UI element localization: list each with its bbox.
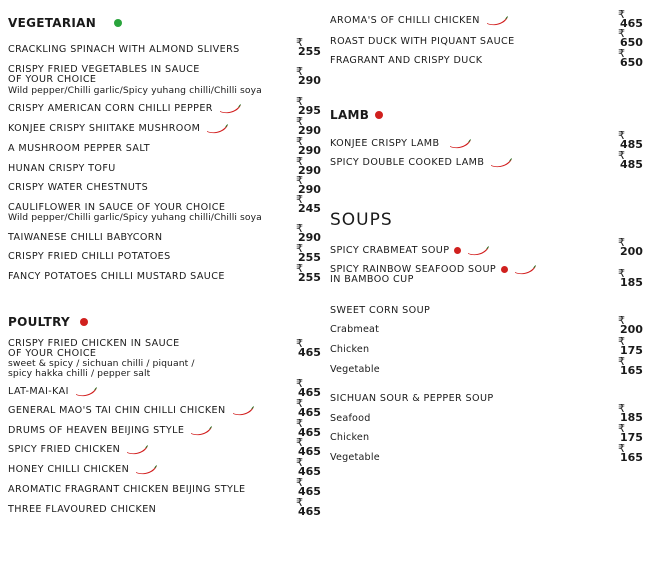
price: ₹ 165: [618, 355, 643, 377]
price: ₹ 290: [296, 174, 321, 196]
chilli-icon: [514, 265, 536, 275]
soups-heading: SOUPS: [330, 210, 393, 230]
menu-item-line2: OF YOUR CHOICE: [8, 348, 97, 359]
price: ₹ 185: [618, 267, 643, 289]
price: ₹ 485: [618, 129, 643, 151]
price: ₹ 650: [618, 27, 643, 49]
nonveg-dot-icon: [501, 266, 508, 273]
menu-item: SPICY DOUBLE COOKED LAMB: [330, 157, 512, 168]
price: ₹ 290: [296, 135, 321, 157]
nonveg-dot-icon: [375, 111, 383, 119]
menu-item-options: sweet & spicy / sichuan chilli / piquant /: [8, 358, 195, 369]
poultry-heading: POULTRY: [8, 315, 88, 329]
price: ₹ 255: [296, 262, 321, 284]
menu-item: CRISPY FRIED CHICKEN IN SAUCE: [8, 338, 180, 349]
price: ₹ 465: [296, 496, 321, 518]
chilli-icon: [75, 387, 97, 397]
price: ₹ 175: [618, 422, 643, 444]
chilli-icon: [219, 104, 241, 114]
menu-item: CRISPY FRIED VEGETABLES IN SAUCE: [8, 64, 200, 75]
menu-item: THREE FLAVOURED CHICKEN: [8, 504, 157, 515]
price: ₹ 650: [618, 47, 643, 69]
price: ₹ 175: [618, 335, 643, 357]
chilli-icon: [486, 16, 508, 26]
menu-item: A MUSHROOM PEPPER SALT: [8, 143, 151, 154]
menu-item: DRUMS OF HEAVEN BEIJING STYLE: [8, 425, 212, 436]
menu-item: CAULIFLOWER IN SAUCE OF YOUR CHOICE: [8, 202, 226, 213]
price: ₹ 465: [296, 377, 321, 399]
menu-item: CRISPY AMERICAN CORN CHILLI PEPPER: [8, 103, 241, 114]
soup-option: Vegetable: [330, 364, 380, 375]
menu-item: GENERAL MAO'S TAI CHIN CHILLI CHICKEN: [8, 405, 254, 416]
price: ₹ 465: [296, 337, 321, 359]
price: ₹ 255: [296, 242, 321, 264]
chilli-icon: [135, 465, 157, 475]
menu-item: CRISPY FRIED CHILLI POTATOES: [8, 251, 171, 262]
price: ₹ 290: [296, 222, 321, 244]
chilli-icon: [206, 124, 228, 134]
price: ₹ 290: [296, 115, 321, 137]
menu-item: AROMATIC FRAGRANT CHICKEN BEIJING STYLE: [8, 484, 246, 495]
menu-item: SICHUAN SOUR & PEPPER SOUP: [330, 393, 494, 404]
price: ₹ 465: [296, 417, 321, 439]
menu-item-line2: IN BAMBOO CUP: [330, 274, 414, 285]
chilli-icon: [232, 406, 254, 416]
price: ₹ 295: [296, 95, 321, 117]
chilli-icon: [449, 139, 471, 149]
price: ₹ 290: [296, 65, 321, 87]
nonveg-dot-icon: [80, 318, 88, 326]
menu-item: KONJEE CRISPY LAMB: [330, 138, 471, 149]
price: ₹ 165: [618, 442, 643, 464]
menu-item: HONEY CHILLI CHICKEN: [8, 464, 157, 475]
price: ₹ 465: [296, 436, 321, 458]
price: ₹ 200: [618, 236, 643, 258]
price: ₹ 200: [618, 314, 643, 336]
price: ₹ 465: [296, 397, 321, 419]
soup-option: Crabmeat: [330, 324, 380, 335]
price: ₹ 485: [618, 149, 643, 171]
menu-item: ROAST DUCK WITH PIQUANT SAUCE: [330, 36, 515, 47]
menu-item: SPICY FRIED CHICKEN: [8, 444, 148, 455]
chilli-icon: [467, 246, 489, 256]
soup-option: Chicken: [330, 344, 370, 355]
menu-item: FRAGRANT AND CRISPY DUCK: [330, 55, 483, 66]
veg-dot-icon: [114, 19, 122, 27]
menu-item: SPICY CRABMEAT SOUP: [330, 245, 489, 256]
price: ₹ 255: [296, 36, 321, 58]
soup-option: Vegetable: [330, 452, 380, 463]
soup-option: Seafood: [330, 413, 371, 424]
menu-item: SWEET CORN SOUP: [330, 305, 431, 316]
price: ₹ 185: [618, 402, 643, 424]
price: ₹ 245: [296, 193, 321, 215]
menu-item: CRISPY WATER CHESTNUTS: [8, 182, 149, 193]
vegetarian-heading: VEGETARIAN: [8, 16, 122, 30]
menu-item-options: Wild pepper/Chilli garlic/Spicy yuhang chilli/Chilli soya: [8, 85, 262, 96]
chilli-icon: [190, 426, 212, 436]
menu-item: LAT-MAI-KAI: [8, 386, 97, 397]
menu-item: TAIWANESE CHILLI BABYCORN: [8, 232, 163, 243]
menu-item: HUNAN CRISPY TOFU: [8, 163, 116, 174]
price: ₹ 465: [296, 456, 321, 478]
menu-item: SPICY RAINBOW SEAFOOD SOUP: [330, 264, 536, 275]
nonveg-dot-icon: [454, 247, 461, 254]
menu-item: CRACKLING SPINACH WITH ALMOND SLIVERS: [8, 44, 240, 55]
menu-item-line2: OF YOUR CHOICE: [8, 74, 97, 85]
lamb-heading: LAMB: [330, 108, 383, 122]
price: ₹ 290: [296, 155, 321, 177]
menu-item: AROMA'S OF CHILLI CHICKEN: [330, 15, 508, 26]
price: ₹ 465: [618, 8, 643, 30]
menu-item: FANCY POTATOES CHILLI MUSTARD SAUCE: [8, 271, 225, 282]
chilli-icon: [126, 445, 148, 455]
menu-item-options: spicy hakka chilli / pepper salt: [8, 368, 151, 379]
menu-item: KONJEE CRISPY SHIITAKE MUSHROOM: [8, 123, 228, 134]
menu-item-options: Wild pepper/Chilli garlic/Spicy yuhang chilli/Chilli soya: [8, 212, 262, 223]
soup-option: Chicken: [330, 432, 370, 443]
chilli-icon: [490, 158, 512, 168]
price: ₹ 465: [296, 476, 321, 498]
